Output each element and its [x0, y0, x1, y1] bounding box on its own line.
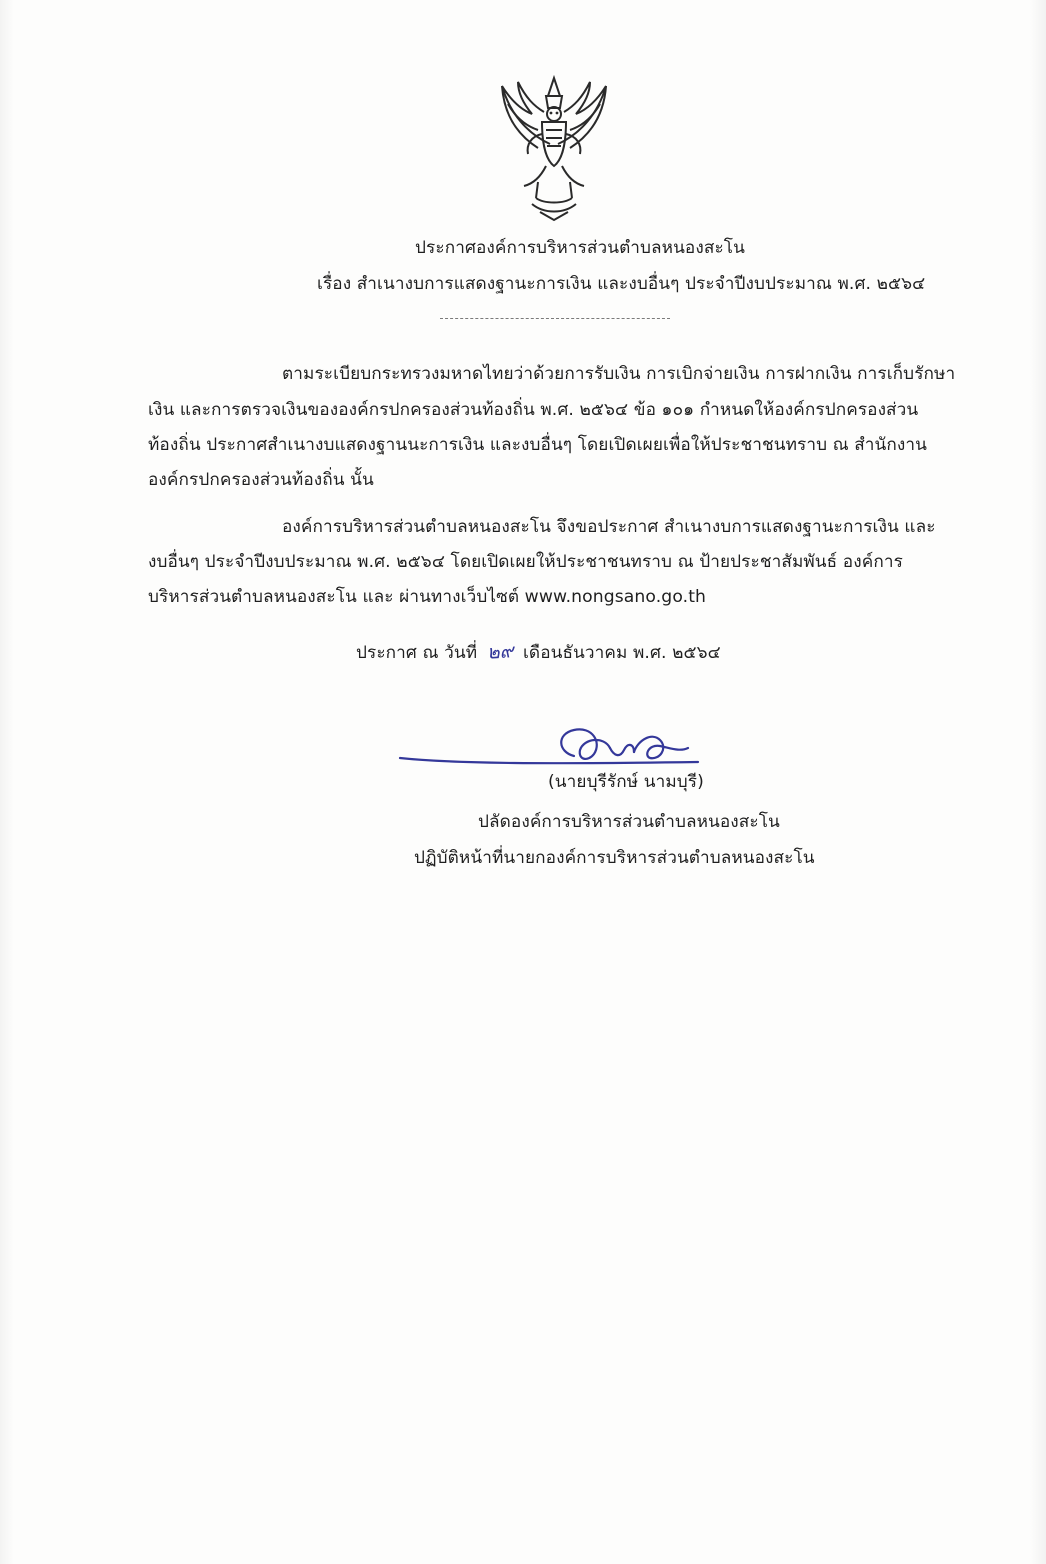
paragraph2-line1: องค์การบริหารส่วนตำบลหนองสะโน จึงขอประกาศ สำเนางบการแสดงฐานะการเงิน และ — [282, 517, 936, 537]
paragraph1-line1: ตามระเบียบกระทรวงมหาดไทยว่าด้วยการรับเงิน การเบิกจ่ายเงิน การฝากเงิน การเก็บรักษา — [282, 364, 956, 384]
document-subject: เรื่อง สำเนางบการแสดงฐานะการเงิน และงบอื่นๆ ประจำปีงบประมาณ พ.ศ. ๒๕๖๔ — [317, 274, 926, 294]
signer-name: (นายบุรีรักษ์ นามบุรี) — [548, 772, 704, 792]
announcement-date — [356, 640, 721, 665]
signer-position-2: ปฏิบัติหน้าที่นายกองค์การบริหารส่วนตำบลหนองสะโน — [414, 848, 815, 868]
signer-position-1: ปลัดองค์การบริหารส่วนตำบลหนองสะโน — [478, 812, 780, 832]
garuda-emblem-icon — [488, 74, 620, 222]
paragraph1-line2: เงิน และการตรวจเงินขององค์กรปกครองส่วนท้องถิ่น พ.ศ. ๒๕๖๔ ข้อ ๑๐๑ กำหนดให้องค์กรปกครองส่วน — [148, 400, 919, 420]
paragraph2-line2: งบอื่นๆ ประจำปีงบประมาณ พ.ศ. ๒๕๖๔ โดยเปิดเผยให้ประชาชนทราบ ณ ป้ายประชาสัมพันธ์ องค์การ — [148, 552, 903, 572]
document-org-title: ประกาศองค์การบริหารส่วนตำบลหนองสะโน — [415, 238, 745, 258]
paragraph1-line3: ท้องถิ่น ประกาศสำเนางบแสดงฐานนะการเงิน และงบอื่นๆ โดยเปิดเผยเพื่อให้ประชาชนทราบ ณ สำนักงาน — [148, 435, 927, 455]
announcement-suffix: เดือนธันวาคม พ.ศ. ๒๕๖๔ — [522, 643, 721, 663]
announcement-prefix: ประกาศ ณ วันที่ — [356, 643, 478, 663]
paragraph2-line3: บริหารส่วนตำบลหนองสะโน และ ผ่านทางเว็บไซต์ www.nongsano.go.th — [148, 587, 707, 607]
paragraph1-line4: องค์กรปกครองส่วนท้องถิ่น นั้น — [148, 470, 374, 490]
announcement-day-handwritten: ๒๙ — [485, 640, 515, 664]
title-divider — [440, 318, 670, 319]
